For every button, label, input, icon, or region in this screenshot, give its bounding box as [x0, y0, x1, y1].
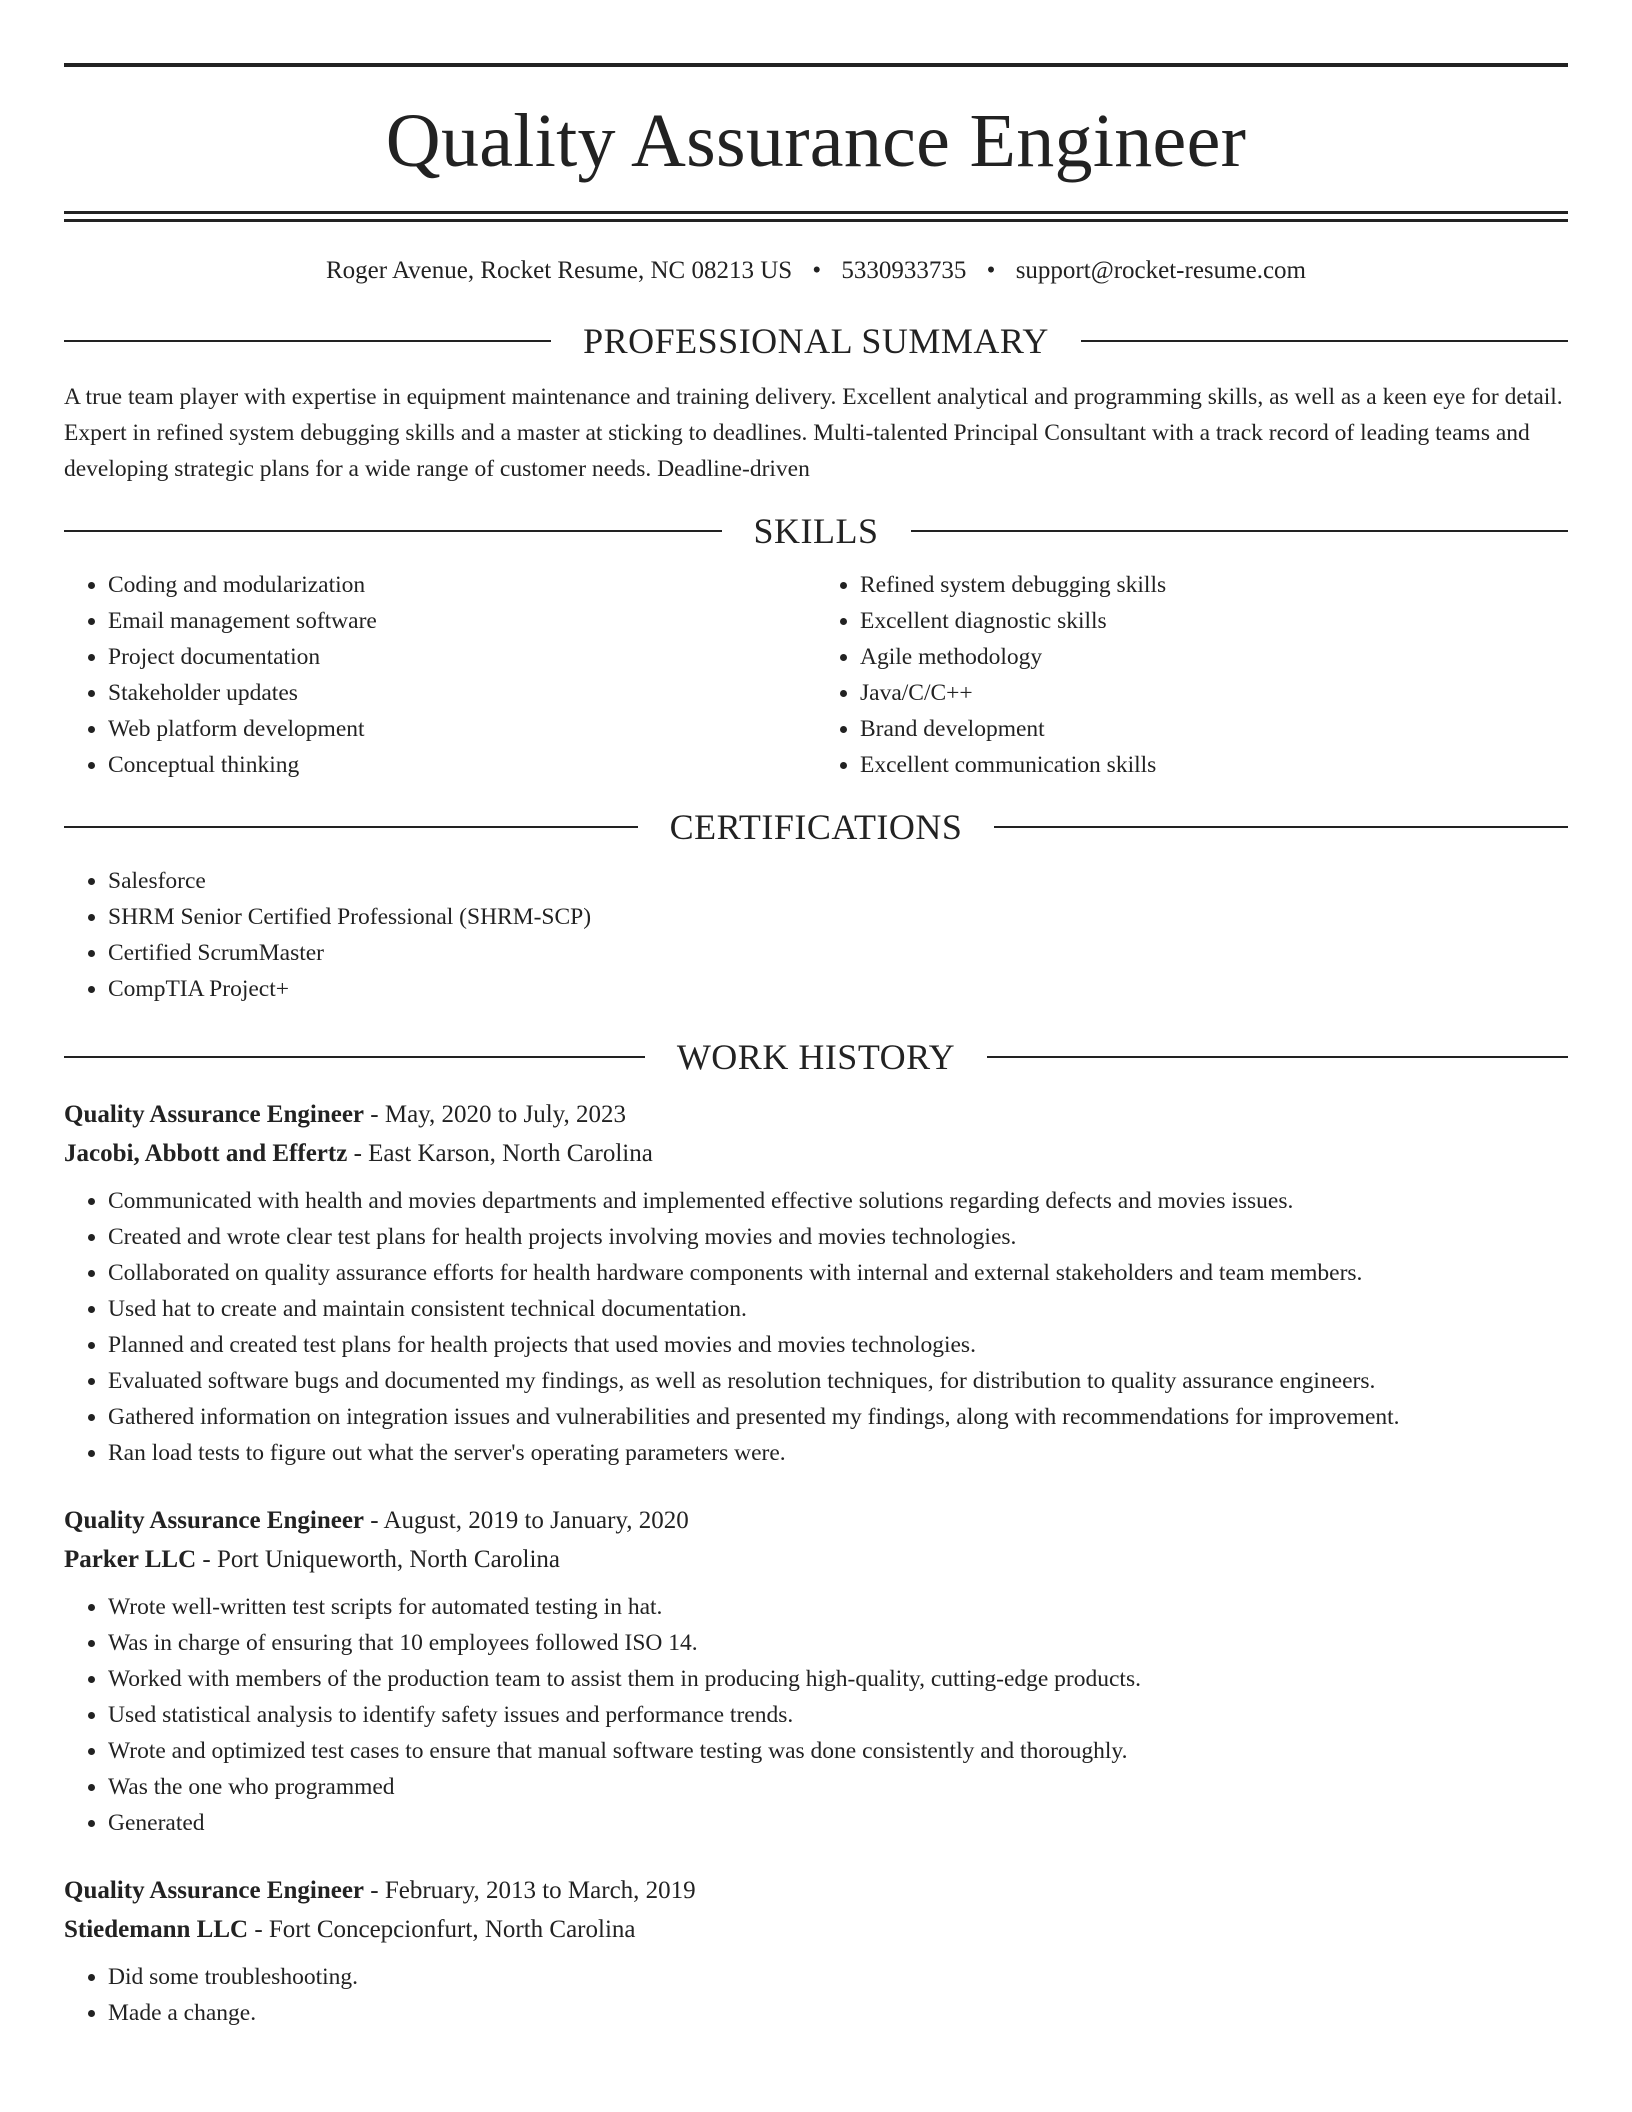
heading-rule-right — [987, 1056, 1568, 1058]
job-dates: February, 2013 to March, 2019 — [384, 1877, 696, 1904]
job-bullet: • Collaborated on quality assurance efforts for health hardware components with internal and external stakeholders and team members. — [108, 1255, 1568, 1291]
contact-address: Roger Avenue, Rocket Resume, NC 08213 US — [326, 257, 793, 284]
work-history-heading-label: WORK HISTORY — [676, 1037, 956, 1077]
job-bullets — [64, 1183, 1568, 1471]
job-bullet: • Did some troubleshooting. — [108, 1959, 1568, 1995]
certification-item: • Salesforce — [108, 863, 1568, 899]
job-title: Quality Assurance Engineer — [64, 1507, 365, 1534]
skills-list-right — [816, 567, 1568, 783]
job-bullet: • Created and wrote clear test plans for health projects involving movies and movies technologies. — [108, 1219, 1568, 1255]
certification-item: • Certified ScrumMaster — [108, 935, 1568, 971]
summary-text: A true team player with expertise in equipment maintenance and training delivery. Excellent analytical and programming skills, as well as a keen eye for detail. Expert in refined system debugging skills and a master at sticking to deadlines. Multi-talented Principal Consultant with a track record of leading teams and developing strategic plans for a wide range of customer needs. Deadline-driven — [64, 384, 1563, 482]
skill-item: • Agile methodology — [860, 639, 1568, 675]
skill-item: • Email management software — [108, 603, 816, 639]
contact-separator: • — [986, 257, 996, 284]
skill-item: • Brand development — [860, 711, 1568, 747]
page-title: Quality Assurance Engineer — [385, 99, 1247, 183]
heading-rule-left — [64, 826, 638, 828]
job-location: Fort Concepcionfurt, North Carolina — [268, 1916, 636, 1943]
contact-phone: 5330933735 — [841, 257, 967, 284]
job-bullet: • Planned and created test plans for health projects that used movies and movies technologies. — [108, 1327, 1568, 1363]
job-company: Parker LLC — [64, 1546, 197, 1573]
skill-item: • Java/C/C++ — [860, 675, 1568, 711]
job-bullet: • Used hat to create and maintain consistent technical documentation. — [108, 1291, 1568, 1327]
job-bullet: • Was in charge of ensuring that 10 employees followed ISO 14. — [108, 1625, 1568, 1661]
job-bullet: • Evaluated software bugs and documented my findings, as well as resolution techniques, for distribution to quality assurance engineers. — [108, 1363, 1568, 1399]
job-company-line: Jacobi, Abbott and Effertz - East Karson, North Carolina — [64, 1140, 653, 1167]
top-rule — [64, 63, 1568, 67]
skill-item: • Excellent communication skills — [860, 747, 1568, 783]
resume-page — [64, 0, 1568, 2031]
summary-heading — [64, 311, 1568, 371]
heading-rule-left — [64, 1056, 645, 1058]
job-company: Jacobi, Abbott and Effertz — [64, 1140, 348, 1167]
job-company: Stiedemann LLC — [64, 1916, 249, 1943]
skill-item: • Project documentation — [108, 639, 816, 675]
job-bullet: • Wrote well-written test scripts for automated testing in hat. — [108, 1589, 1568, 1625]
job-bullets — [64, 1589, 1568, 1841]
job-title: Quality Assurance Engineer — [64, 1101, 365, 1128]
certifications-heading-label: CERTIFICATIONS — [669, 807, 963, 847]
contact-email: support@rocket-resume.com — [1015, 257, 1306, 284]
job-bullet: • Worked with members of the production team to assist them in producing high-quality, cutting-edge products. — [108, 1661, 1568, 1697]
heading-rule-left — [64, 530, 722, 532]
job-title-line: Quality Assurance Engineer - February, 2013 to March, 2019 — [64, 1877, 696, 1904]
skills-list-left — [64, 567, 816, 783]
job-entry — [64, 1871, 1568, 2031]
skill-item: • Web platform development — [108, 711, 816, 747]
contact-line — [64, 255, 1568, 287]
job-bullet: • Used statistical analysis to identify safety issues and performance trends. — [108, 1697, 1568, 1733]
job-bullet: • Wrote and optimized test cases to ensure that manual software testing was done consistently and thoroughly. — [108, 1733, 1568, 1769]
job-bullet: • Communicated with health and movies departments and implemented effective solutions regarding defects and movies issues. — [108, 1183, 1568, 1219]
contact-separator: • — [812, 257, 822, 284]
job-location: East Karson, North Carolina — [368, 1140, 653, 1167]
job-title-line: Quality Assurance Engineer - May, 2020 to July, 2023 — [64, 1101, 627, 1128]
skill-item: • Stakeholder updates — [108, 675, 816, 711]
heading-rule-right — [911, 530, 1569, 532]
job-bullet: • Generated — [108, 1805, 1568, 1841]
heading-rule-right — [1081, 340, 1568, 342]
job-company-line: Stiedemann LLC - Fort Concepcionfurt, North Carolina — [64, 1916, 636, 1943]
job-entry — [64, 1501, 1568, 1841]
job-company-line: Parker LLC - Port Uniqueworth, North Carolina — [64, 1546, 561, 1573]
job-dates: May, 2020 to July, 2023 — [384, 1101, 627, 1128]
skill-item: • Refined system debugging skills — [860, 567, 1568, 603]
job-bullets — [64, 1959, 1568, 2031]
job-title: Quality Assurance Engineer — [64, 1877, 365, 1904]
work-history-heading — [64, 1027, 1568, 1087]
title-double-rule — [64, 211, 1568, 222]
skills-heading-label: SKILLS — [753, 511, 879, 551]
job-bullet: • Was the one who programmed — [108, 1769, 1568, 1805]
certifications-heading — [64, 797, 1568, 857]
heading-rule-left — [64, 340, 551, 342]
skills-grid — [64, 567, 1568, 783]
skill-item: • Coding and modularization — [108, 567, 816, 603]
heading-rule-right — [994, 826, 1568, 828]
skills-heading — [64, 501, 1568, 561]
skill-item: • Excellent diagnostic skills — [860, 603, 1568, 639]
summary-heading-label: PROFESSIONAL SUMMARY — [583, 321, 1049, 361]
job-dates: August, 2019 to January, 2020 — [383, 1507, 689, 1534]
job-bullet: • Gathered information on integration issues and vulnerabilities and presented my findings, along with recommendations for improvement. — [108, 1399, 1568, 1435]
job-entry — [64, 1095, 1568, 1471]
job-location: Port Uniqueworth, North Carolina — [217, 1546, 561, 1573]
job-title-line: Quality Assurance Engineer - August, 2019 to January, 2020 — [64, 1507, 689, 1534]
job-bullet: • Ran load tests to figure out what the server's operating parameters were. — [108, 1435, 1568, 1471]
certification-item: • CompTIA Project+ — [108, 971, 1568, 1007]
certifications-list — [64, 863, 1568, 1007]
certification-item: • SHRM Senior Certified Professional (SHRM-SCP) — [108, 899, 1568, 935]
skill-item: • Conceptual thinking — [108, 747, 816, 783]
job-bullet: • Made a change. — [108, 1995, 1568, 2031]
